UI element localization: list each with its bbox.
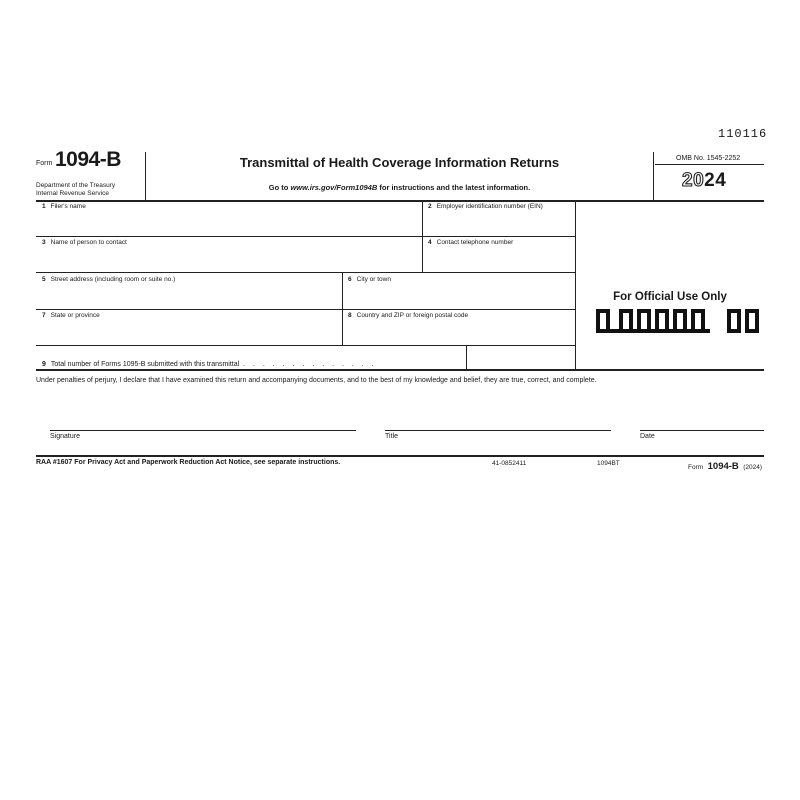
tax-year (682, 170, 726, 192)
tax-year-suffix: 24 (704, 170, 727, 191)
contact-name-input[interactable] (52, 252, 416, 268)
date-line[interactable] (640, 430, 764, 431)
official-use-box (745, 309, 759, 333)
filer-name-input[interactable] (52, 216, 416, 232)
total-forms-input[interactable] (470, 350, 570, 366)
state-input[interactable] (52, 325, 336, 341)
official-use-box (596, 309, 610, 333)
omb-number: OMB No. 1545-2252 (676, 155, 741, 162)
title-label: Title (385, 433, 398, 440)
field-9-label: 9 Total number of Forms 1095-B submitted with this transmittal . . . . . . . . . . . . . . (42, 361, 377, 368)
dept-line2: Internal Revenue Service (36, 190, 109, 197)
omb-divider (655, 164, 764, 165)
field-6-label: 6 City or town (348, 276, 391, 283)
field-2-label: 2 Employer identification number (EIN) (428, 203, 543, 210)
grid-top-rule (36, 200, 764, 202)
grid-rule-row2 (36, 272, 575, 273)
field-4-label: 4 Contact telephone number (428, 239, 514, 246)
form-word: Form (36, 160, 53, 167)
goto-prefix: Go to (268, 183, 291, 192)
footer-code-1: 41-0852411 (492, 460, 527, 467)
footer-form-word: Form (688, 464, 704, 471)
field-5-label: 5 Street address (including room or suite no.) (42, 276, 176, 283)
goto-suffix: for instructions and the latest information. (377, 183, 531, 192)
field-7-label: 7 State or province (42, 312, 100, 319)
country-zip-input[interactable] (358, 325, 570, 341)
contact-phone-input[interactable] (438, 252, 570, 268)
official-use-label: For Official Use Only (613, 291, 727, 303)
header-divider-right (653, 152, 654, 200)
footer-form-number: 1094-B (707, 461, 739, 472)
street-address-input[interactable] (52, 289, 336, 305)
perjury-statement: Under penalties of perjury, I declare that I have examined this return and accompanying documents, and to the best of my knowledge and belief, they are true, correct, and complete. (36, 377, 597, 384)
signature-line[interactable] (50, 430, 356, 431)
field-8-label: 8 Country and ZIP or foreign postal code (348, 312, 469, 319)
signature-label: Signature (50, 433, 80, 440)
field-9-leader: . . . . . . . . . . . . . . (243, 361, 377, 368)
grid-col-divider-line9 (466, 345, 467, 369)
city-input[interactable] (358, 289, 570, 305)
footer-form-id (688, 456, 762, 474)
grid-rule-row1 (36, 236, 575, 237)
footer-year: (2024) (743, 464, 763, 471)
grid-col-divider-b (342, 272, 343, 345)
form-number: 1094-B (55, 148, 121, 171)
ein-input[interactable] (438, 216, 570, 232)
dept-line1: Department of the Treasury (36, 182, 116, 189)
title-line[interactable] (385, 430, 611, 431)
field-1-label: 1 Filer's name (42, 203, 86, 210)
grid-col-divider-a (422, 200, 423, 272)
grid-bottom-rule (36, 369, 764, 371)
grid-rule-row3 (36, 309, 575, 310)
grid-col-divider-official (575, 200, 576, 369)
form-title: Transmittal of Health Coverage Information Returns (239, 155, 560, 170)
footer-code-2: 1094BT (597, 460, 620, 467)
footer-privacy-notice: RAA #1607 For Privacy Act and Paperwork Reduction Act Notice, see separate instructions. (36, 459, 341, 466)
tax-year-prefix: 20 (682, 170, 705, 191)
official-use-box (727, 309, 741, 333)
grid-rule-row4 (36, 345, 575, 346)
control-number: 110116 (718, 127, 768, 141)
official-use-baseline (610, 329, 710, 333)
field-3-label: 3 Name of person to contact (42, 239, 127, 246)
date-label: Date (640, 433, 655, 440)
goto-instructions (146, 183, 653, 192)
goto-url[interactable]: www.irs.gov/Form1094B (290, 183, 378, 192)
footer-rule (36, 455, 764, 457)
